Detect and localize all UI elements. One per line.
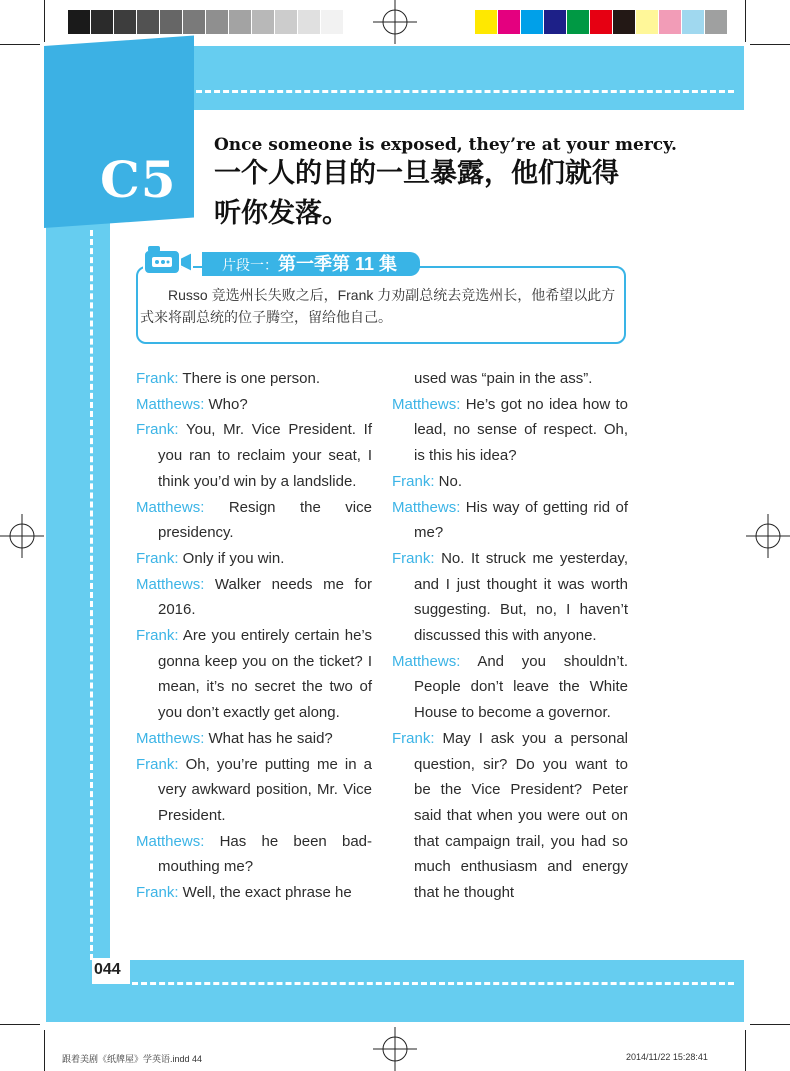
color-swatch [275, 10, 298, 34]
dialogue-line [136, 726, 372, 752]
color-swatch [229, 10, 252, 34]
color-swatch [114, 10, 137, 34]
speaker-name: Frank: [136, 755, 179, 773]
color-swatch [321, 10, 344, 34]
color-swatch [567, 10, 590, 34]
color-swatch [137, 10, 160, 34]
color-swatch [590, 10, 613, 34]
dialogue-line [392, 469, 628, 495]
page-number: 044 [94, 961, 121, 978]
dialogue-text: Has he been bad-mouthing me? [158, 832, 372, 876]
registration-mark-bottom [373, 1027, 417, 1071]
dialogue-text: Resign the vice presidency. [158, 498, 372, 542]
dialogue-line [392, 495, 628, 546]
crop-mark [0, 1024, 40, 1025]
speaker-name: Matthews: [136, 575, 205, 593]
dialogue-line [392, 649, 628, 726]
footer-timestamp: 2014/11/22 15:28:41 [626, 1052, 708, 1062]
cmyk-color-bar [475, 10, 728, 34]
section-badge-label: C5 [100, 150, 177, 209]
speaker-name: Matthews: [392, 652, 461, 670]
frame-left-band [46, 110, 110, 960]
dialogue-line [392, 726, 628, 906]
dialogue-text: What has he said? [204, 729, 333, 747]
dialogue-line [136, 366, 372, 392]
section-title-english: Once someone is exposed, they’re at your mercy. [214, 135, 677, 155]
color-swatch [544, 10, 567, 34]
dialogue-text: May I ask you a personal question, sir? Do you want to be the Vice President? Peter said that when you were out on that campaign trail, you had so much enthusiasm and energy that he thought [414, 729, 628, 902]
dialogue-line [136, 623, 372, 726]
dialogue-line [136, 392, 372, 418]
speaker-name: Matthews: [392, 498, 461, 516]
dialogue-line [136, 417, 372, 494]
crop-mark [0, 44, 40, 45]
dialogue-line [136, 546, 372, 572]
dialogue-text: Who? [204, 395, 248, 413]
film-camera-icon [140, 244, 204, 280]
color-swatch [252, 10, 275, 34]
dialogue-line [392, 366, 628, 392]
speaker-name: Frank: [136, 884, 179, 902]
crop-mark [44, 0, 45, 42]
dialogue-text: There is one person. [178, 370, 320, 387]
speaker-name: Frank: [392, 729, 435, 747]
speaker-name: Matthews: [392, 395, 461, 413]
registration-mark-top [373, 0, 417, 44]
color-swatch [613, 10, 636, 34]
speaker-name: Frank: [136, 370, 179, 387]
speaker-name: Matthews: [136, 498, 205, 516]
color-swatch [68, 10, 91, 34]
dialogue-column-left [136, 366, 372, 906]
crop-mark [750, 44, 790, 45]
speaker-name: Frank: [392, 549, 435, 567]
dialogue-text: No. [434, 472, 463, 490]
color-swatch [682, 10, 705, 34]
dialogue-text: Oh, you’re putting me in a very awkward position, Mr. Vice President. [158, 755, 372, 824]
speaker-name: Matthews: [136, 395, 205, 413]
clip-label [222, 252, 397, 277]
color-swatch [705, 10, 728, 34]
dialogue-text: He’s got no idea how to lead, no sense of respect. Oh, is this his idea? [414, 395, 628, 465]
dialogue-line [136, 752, 372, 829]
dialogue-text: used was “pain in the ass”. [414, 370, 593, 387]
frame-bottom-band [46, 960, 744, 1022]
clip-label-prefix: 片段一： [222, 257, 278, 273]
speaker-name: Frank: [136, 421, 179, 439]
dialogue-text: His way of getting rid of me? [414, 498, 628, 542]
dialogue-text: Only if you win. [178, 549, 285, 567]
color-swatch [498, 10, 521, 34]
color-swatch [183, 10, 206, 34]
dialogue-line [136, 880, 372, 906]
dialogue-text: Are you entirely certain he’s gonna keep you on the ticket? I mean, it’s no secret the two of you don’t exactly get along. [158, 627, 372, 722]
dialogue-line [392, 392, 628, 469]
color-swatch [521, 10, 544, 34]
dialogue-line [392, 546, 628, 649]
dialogue-text: And you shouldn’t. People don’t leave the White House to become a governor. [414, 652, 628, 722]
color-swatch [636, 10, 659, 34]
footer-filename: 跟着美剧《纸牌屋》学英语.indd 44 [62, 1054, 203, 1064]
speaker-name: Matthews: [136, 832, 205, 850]
dialogue-line [136, 829, 372, 880]
color-swatch [298, 10, 321, 34]
dialogue-line [136, 572, 372, 623]
grayscale-color-bar [68, 10, 344, 34]
color-swatch [659, 10, 682, 34]
dialogue-text: No. It struck me yesterday, and I just thought it was worth suggesting. But, no, I haven’t discussed this with anyone. [414, 549, 628, 645]
color-swatch [160, 10, 183, 34]
dialogue-text: Well, the exact phrase he [178, 884, 352, 902]
clip-episode: 第一季第 11 集 [278, 254, 398, 274]
registration-mark-left [0, 514, 44, 558]
color-swatch [91, 10, 114, 34]
crop-mark [44, 1030, 45, 1071]
crop-mark [750, 1024, 790, 1025]
section-title-chinese: 一个人的目的一旦暴露，他们就得听你发落。 [214, 158, 619, 229]
dialogue-text: You, Mr. Vice President. If you ran to reclaim your seat, I think you’d win by a landslide. [158, 421, 372, 490]
crop-mark [745, 0, 746, 42]
clip-intro-text: Russo 竞选州长失败之后，Frank 力劝副总统去竞选州长，他希望以此方式来将副总统的位子腾空，留给他自己。 [140, 287, 616, 325]
dialogue-line [136, 495, 372, 546]
dialogue-column-right [392, 366, 628, 906]
speaker-name: Frank: [392, 472, 435, 490]
speaker-name: Frank: [136, 549, 179, 567]
registration-mark-right [746, 514, 790, 558]
speaker-name: Matthews: [136, 729, 205, 747]
crop-mark [745, 1030, 746, 1071]
color-swatch [206, 10, 229, 34]
dialogue-text: Walker needs me for 2016. [158, 575, 372, 619]
speaker-name: Frank: [136, 627, 179, 645]
color-swatch [475, 10, 498, 34]
